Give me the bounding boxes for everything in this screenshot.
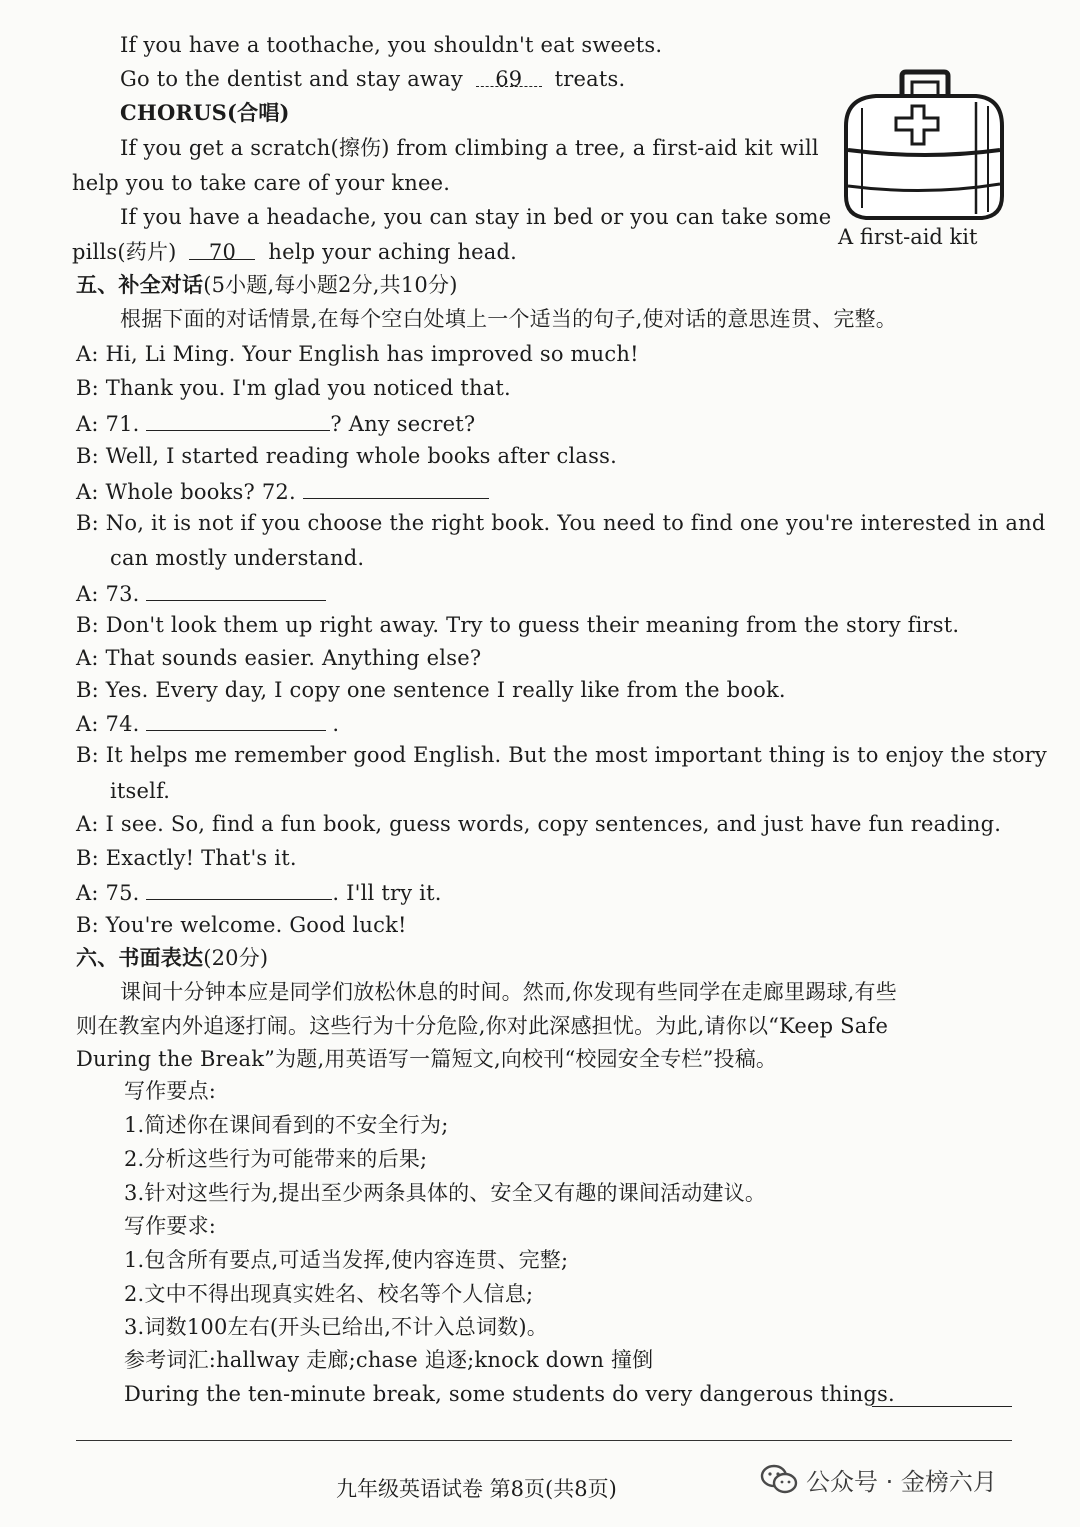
lyric-line-70: [72, 237, 517, 267]
dialogue-line: A: I see. So, find a fun book, guess words, copy sentences, and just have fun reading.: [76, 812, 1002, 836]
writing-point: 1.简述你在课间看到的不安全行为;: [124, 1113, 449, 1137]
dialogue-text: . I'll try it.: [332, 881, 442, 905]
lyric-text: pills(药片): [72, 240, 177, 264]
blank-70[interactable]: [189, 237, 255, 264]
lyric-line: If you get a scratch(擦伤) from climbing a tree, a first-aid kit will: [120, 136, 819, 160]
lyric-line: If you have a headache, you can stay in bed or you can take some: [120, 205, 832, 229]
watermark: [760, 1458, 997, 1500]
lyric-line-69: [120, 64, 625, 94]
dialogue-text: A: Whole books? 72.: [76, 480, 296, 504]
dialogue-text: ? Any secret?: [330, 412, 476, 436]
blank-72[interactable]: [303, 476, 489, 499]
footer-divider: [76, 1440, 1012, 1441]
lyric-line: If you have a toothache, you shouldn't eat sweets.: [120, 33, 663, 57]
section5-heading: [76, 270, 458, 300]
lyric-line: help you to take care of your knee.: [72, 171, 451, 195]
section5-title: 五、补全对话: [76, 272, 204, 297]
dialogue-text: A: 75.: [76, 881, 140, 905]
essay-answer-line[interactable]: [872, 1384, 1012, 1407]
blank-69-number: 69: [495, 67, 523, 91]
dialogue-line: itself.: [110, 779, 171, 803]
dialogue-text: .: [332, 712, 340, 736]
blank-70-number: 70: [208, 240, 237, 264]
kit-caption: A first-aid kit: [838, 225, 978, 249]
writing-points-title: 写作要点:: [124, 1079, 217, 1103]
writing-point: 3.针对这些行为,提出至少两条具体的、安全又有趣的课间活动建议。: [124, 1181, 767, 1205]
dialogue-line-71: [76, 408, 475, 439]
dialogue-line: B: Thank you. I'm glad you noticed that.: [76, 376, 511, 400]
section6-prompt: 课间十分钟本应是同学们放松休息的时间。然而,你发现有些同学在走廊里踢球,有些: [120, 980, 897, 1004]
dialogue-line: A: Hi, Li Ming. Your English has improved so much!: [76, 342, 639, 366]
wechat-icon: [760, 1463, 798, 1495]
dialogue-line: can mostly understand.: [110, 546, 365, 570]
dialogue-line-72: [76, 476, 489, 507]
blank-74[interactable]: [146, 708, 326, 731]
dialogue-line: A: That sounds easier. Anything else?: [76, 646, 482, 670]
section6-title: 六、书面表达: [76, 945, 204, 970]
writing-requirement: 1.包含所有要点,可适当发挥,使内容连贯、完整;: [124, 1248, 569, 1272]
blank-71[interactable]: [146, 408, 330, 431]
dialogue-line: B: Yes. Every day, I copy one sentence I really like from the book.: [76, 678, 786, 702]
lyric-text: treats.: [554, 67, 626, 91]
dialogue-line: B: It helps me remember good English. But the most important thing is to enjoy the story: [76, 743, 1047, 767]
dialogue-line-74: [76, 708, 339, 739]
lyric-text: help your aching head.: [268, 240, 518, 264]
dialogue-line: B: Exactly! That's it.: [76, 846, 297, 870]
section6-heading: [76, 943, 268, 973]
dialogue-text: A: 74.: [76, 712, 140, 736]
reference-vocab: 参考词汇:hallway 走廊;chase 追逐;knock down 撞倒: [124, 1348, 654, 1372]
first-aid-kit-illustration: [836, 68, 1012, 226]
chorus-heading: CHORUS(合唱): [120, 100, 290, 125]
writing-point: 2.分析这些行为可能带来的后果;: [124, 1147, 428, 1171]
dialogue-text: A: 73.: [76, 582, 140, 606]
dialogue-line: B: Well, I started reading whole books after class.: [76, 444, 617, 468]
essay-opening: During the ten-minute break, some students do very dangerous things.: [124, 1382, 895, 1406]
dialogue-text: A: 71.: [76, 412, 140, 436]
blank-75[interactable]: [146, 877, 332, 900]
section6-prompt: During the Break”为题,用英语写一篇短文,向校刊“校园安全专栏”投稿。: [76, 1047, 778, 1071]
page-footer: 九年级英语试卷 第8页(共8页): [336, 1477, 617, 1501]
dialogue-line-75: [76, 877, 442, 908]
section5-instruction: 根据下面的对话情景,在每个空白处填上一个适当的句子,使对话的意思连贯、完整。: [120, 307, 897, 331]
writing-requirement: 2.文中不得出现真实姓名、校名等个人信息;: [124, 1282, 534, 1306]
watermark-text: 公众号 · 金榜六月: [806, 1467, 997, 1496]
writing-requirement: 3.词数100左右(开头已给出,不计入总词数)。: [124, 1315, 548, 1339]
blank-73[interactable]: [146, 578, 326, 601]
section6-score: (20分): [203, 946, 269, 970]
dialogue-line: B: Don't look them up right away. Try to guess their meaning from the story first.: [76, 613, 960, 637]
section6-prompt: 则在教室内外追逐打闹。这些行为十分危险,你对此深感担忧。为此,请你以“Keep Safe: [76, 1014, 889, 1038]
writing-requirements-title: 写作要求:: [124, 1214, 217, 1238]
dialogue-line: B: No, it is not if you choose the right book. You need to find one you're interested in and: [76, 511, 1046, 535]
blank-69[interactable]: [476, 64, 542, 91]
dialogue-line-73: [76, 578, 326, 609]
lyric-text: Go to the dentist and stay away: [120, 67, 463, 91]
section5-score: (5小题,每小题2分,共10分): [203, 273, 458, 297]
dialogue-line: B: You're welcome. Good luck!: [76, 913, 407, 937]
